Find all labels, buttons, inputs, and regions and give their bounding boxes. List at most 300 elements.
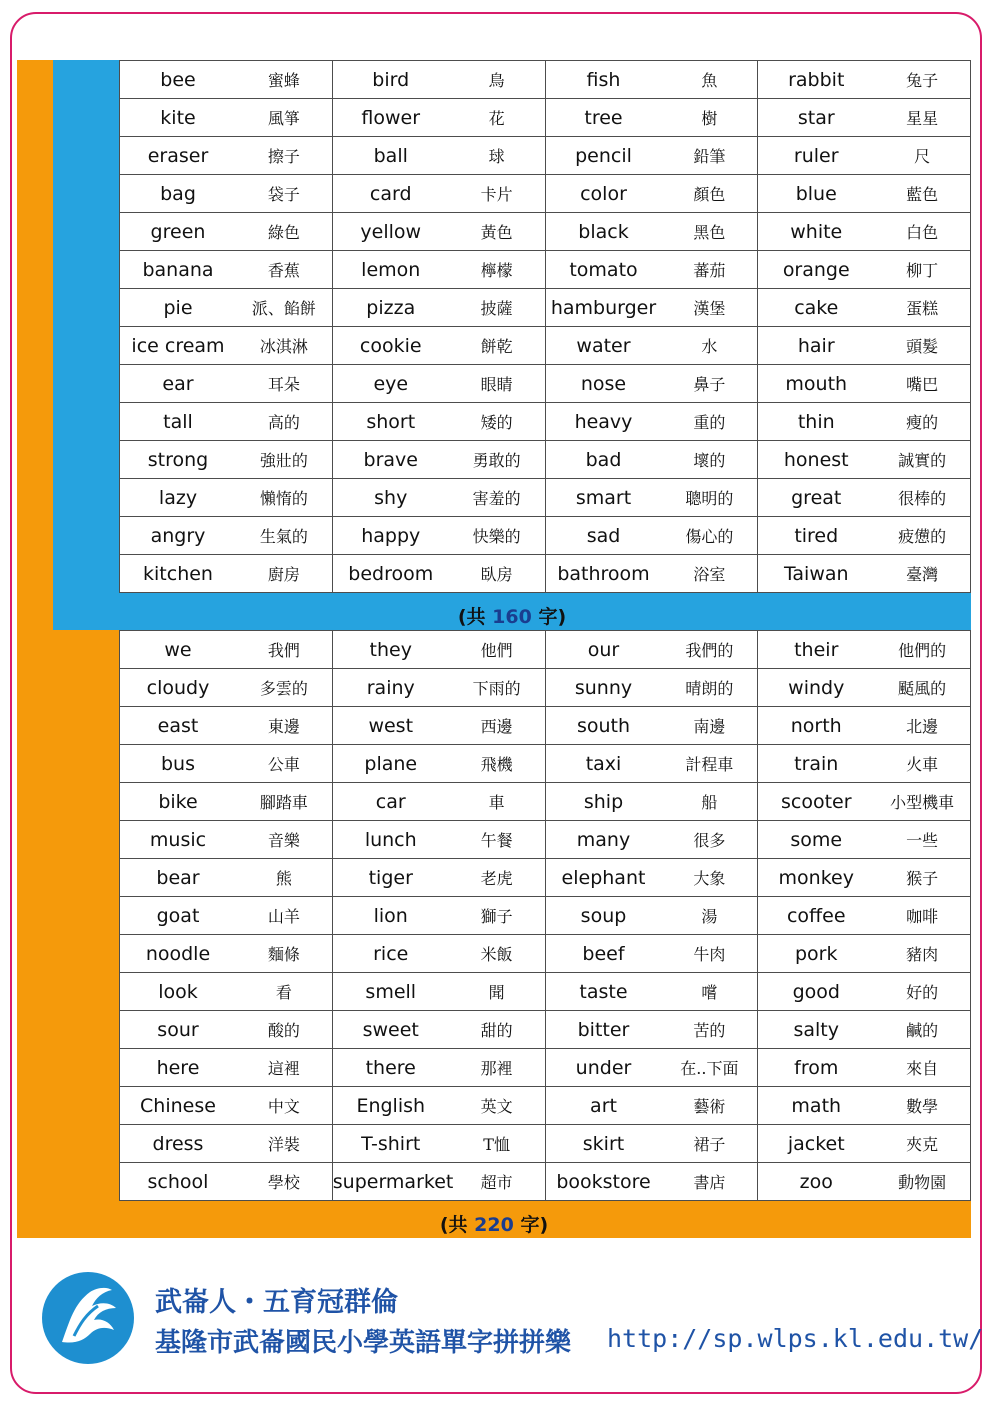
chinese-meaning: 柳丁 xyxy=(906,261,939,280)
chinese-meaning: 壞的 xyxy=(693,451,726,470)
english-word: shy xyxy=(374,486,408,509)
english-word: supermarket xyxy=(332,1170,454,1193)
vocab-cell xyxy=(545,479,758,517)
table-row xyxy=(120,517,971,555)
chinese-meaning: 鼻子 xyxy=(693,375,726,394)
vocab-cell xyxy=(332,327,545,365)
chinese-meaning: 他們 xyxy=(480,641,513,660)
table-row xyxy=(120,707,971,745)
vocab-cell xyxy=(332,859,545,897)
english-word: bag xyxy=(160,182,196,205)
english-word: blue xyxy=(795,182,837,205)
vocab-cell xyxy=(332,973,545,1011)
chinese-meaning: 聰明的 xyxy=(685,489,734,508)
english-word: tomato xyxy=(569,258,638,281)
vocab-cell xyxy=(545,251,758,289)
table-row xyxy=(120,973,971,1011)
chinese-meaning: 袋子 xyxy=(267,185,300,204)
chinese-meaning: 計程車 xyxy=(685,755,734,774)
vocab-cell xyxy=(545,365,758,403)
english-word: bedroom xyxy=(348,562,434,585)
chinese-meaning: 南邊 xyxy=(693,717,726,736)
vocab-table-section-2 xyxy=(119,630,971,1201)
chinese-meaning: 耳朵 xyxy=(267,375,300,394)
chinese-meaning: 苦的 xyxy=(693,1021,726,1040)
vocab-cell xyxy=(332,213,545,251)
chinese-meaning: 小型機車 xyxy=(890,793,955,812)
english-word: English xyxy=(356,1094,426,1117)
vocab-cell xyxy=(120,1125,333,1163)
vocab-cell xyxy=(545,61,758,99)
vocab-cell xyxy=(332,745,545,783)
chinese-meaning: 矮的 xyxy=(480,413,513,432)
vocab-cell xyxy=(545,403,758,441)
chinese-meaning: 公車 xyxy=(267,755,300,774)
vocab-cell xyxy=(120,1011,333,1049)
chinese-meaning: 麵條 xyxy=(267,945,300,964)
chinese-meaning: 音樂 xyxy=(267,831,300,850)
chinese-meaning: 強壯的 xyxy=(259,451,308,470)
vocab-cell xyxy=(332,479,545,517)
chinese-meaning: 米飯 xyxy=(480,945,513,964)
vocab-cell xyxy=(120,631,333,669)
chinese-meaning: 白色 xyxy=(906,223,939,242)
vocab-cell xyxy=(758,897,971,935)
chinese-meaning: 火車 xyxy=(906,755,939,774)
english-word: pencil xyxy=(575,144,632,167)
table-row xyxy=(120,1087,971,1125)
vocab-cell xyxy=(120,859,333,897)
vocab-cell xyxy=(332,441,545,479)
chinese-meaning: 北邊 xyxy=(906,717,939,736)
chinese-meaning: 鹹的 xyxy=(906,1021,939,1040)
chinese-meaning: 老虎 xyxy=(480,869,513,888)
english-word: their xyxy=(794,638,839,661)
vocab-cell xyxy=(120,61,333,99)
vocab-cell xyxy=(758,935,971,973)
vocab-cell xyxy=(545,441,758,479)
english-word: nose xyxy=(580,372,627,395)
english-word: tree xyxy=(584,106,623,129)
english-word: monkey xyxy=(778,866,854,889)
chinese-meaning: 夾克 xyxy=(906,1135,939,1154)
vocab-cell xyxy=(332,137,545,175)
vocab-cell xyxy=(758,365,971,403)
chinese-meaning: 英文 xyxy=(480,1097,513,1116)
english-word: happy xyxy=(361,524,421,547)
chinese-meaning: 兔子 xyxy=(906,71,939,90)
chinese-meaning: 很多 xyxy=(693,831,726,850)
vocab-cell xyxy=(120,327,333,365)
english-word: color xyxy=(580,182,627,205)
vocab-cell xyxy=(120,403,333,441)
english-word: some xyxy=(790,828,843,851)
chinese-meaning: 生氣的 xyxy=(259,527,308,546)
english-word: music xyxy=(149,828,207,851)
school-motto: 武崙人・五育冠群倫 xyxy=(155,1287,398,1318)
english-word: card xyxy=(369,182,412,205)
chinese-meaning: 船 xyxy=(701,793,718,812)
english-word: coffee xyxy=(786,904,846,927)
chinese-meaning: 卡片 xyxy=(480,185,513,204)
english-word: strong xyxy=(147,448,209,471)
vocab-cell xyxy=(758,745,971,783)
vocab-cell xyxy=(758,289,971,327)
vocab-cell xyxy=(545,1163,758,1201)
english-word: brave xyxy=(363,448,418,471)
english-word: rabbit xyxy=(788,68,845,91)
english-word: east xyxy=(157,714,199,737)
vocab-cell xyxy=(332,289,545,327)
vocab-cell xyxy=(120,973,333,1011)
chinese-meaning: 懶惰的 xyxy=(259,489,308,508)
chinese-meaning: 這裡 xyxy=(267,1059,300,1078)
chinese-meaning: 數學 xyxy=(906,1097,939,1116)
english-word: bad xyxy=(585,448,622,471)
english-word: cloudy xyxy=(146,676,210,699)
english-word: sour xyxy=(157,1018,199,1041)
chinese-meaning: 中文 xyxy=(267,1097,300,1116)
vocab-cell xyxy=(545,175,758,213)
chinese-meaning: 魚 xyxy=(701,71,718,90)
vocab-cell xyxy=(332,365,545,403)
table-row xyxy=(120,289,971,327)
chinese-meaning: 披薩 xyxy=(480,299,513,318)
table-row xyxy=(120,669,971,707)
english-word: our xyxy=(587,638,620,661)
chinese-meaning: 蜜蜂 xyxy=(267,71,300,90)
english-word: Taiwan xyxy=(783,562,849,585)
chinese-meaning: 颳風的 xyxy=(898,679,947,698)
table-row xyxy=(120,1049,971,1087)
chinese-meaning: 學校 xyxy=(267,1173,300,1192)
english-word: look xyxy=(158,980,198,1003)
table-row xyxy=(120,61,971,99)
table-row xyxy=(120,1011,971,1049)
vocab-cell xyxy=(332,1049,545,1087)
chinese-meaning: 害羞的 xyxy=(472,489,521,508)
chinese-meaning: 勇敢的 xyxy=(472,451,521,470)
chinese-meaning: 在..下面 xyxy=(680,1059,739,1078)
english-word: bookstore xyxy=(556,1170,651,1193)
vocab-cell xyxy=(545,707,758,745)
chinese-meaning: 冰淇淋 xyxy=(259,337,308,356)
english-word: from xyxy=(794,1056,839,1079)
english-word: bathroom xyxy=(557,562,650,585)
table-row xyxy=(120,175,971,213)
english-word: pizza xyxy=(366,296,416,319)
english-word: lemon xyxy=(361,258,421,281)
vocab-cell xyxy=(120,707,333,745)
english-word: star xyxy=(797,106,835,129)
section-1-word-count: (共 160 字) xyxy=(457,606,567,628)
table-row xyxy=(120,859,971,897)
vocab-cell xyxy=(120,479,333,517)
english-word: white xyxy=(790,220,843,243)
vocab-cell xyxy=(120,365,333,403)
english-word: smell xyxy=(365,980,417,1003)
english-word: lunch xyxy=(364,828,417,851)
vocab-cell xyxy=(545,289,758,327)
english-word: jacket xyxy=(787,1132,845,1155)
english-word: great xyxy=(791,486,842,509)
english-word: kitchen xyxy=(143,562,213,585)
chinese-meaning: 高的 xyxy=(267,413,300,432)
english-word: many xyxy=(576,828,631,851)
english-word: art xyxy=(590,1094,617,1117)
table-row xyxy=(120,783,971,821)
english-word: taxi xyxy=(585,752,622,775)
vocab-table-section-1 xyxy=(119,60,971,593)
chinese-meaning: 山羊 xyxy=(267,907,300,926)
chinese-meaning: 大象 xyxy=(693,869,726,888)
english-word: cookie xyxy=(359,334,422,357)
english-word: water xyxy=(576,334,631,357)
english-word: tired xyxy=(794,524,839,547)
chinese-meaning: 重的 xyxy=(693,413,726,432)
chinese-meaning: 檸檬 xyxy=(480,261,513,280)
vocab-cell xyxy=(332,99,545,137)
vocab-cell xyxy=(758,1125,971,1163)
chinese-meaning: 我們的 xyxy=(685,641,734,660)
english-word: noodle xyxy=(145,942,211,965)
chinese-meaning: 嘴巴 xyxy=(906,375,939,394)
chinese-meaning: 好的 xyxy=(906,983,939,1002)
english-word: T-shirt xyxy=(361,1132,421,1155)
english-word: ear xyxy=(162,372,194,395)
vocab-cell xyxy=(758,479,971,517)
vocab-cell xyxy=(120,441,333,479)
english-word: skirt xyxy=(582,1132,625,1155)
english-word: heavy xyxy=(574,410,633,433)
vocab-cell xyxy=(545,935,758,973)
chinese-meaning: 一些 xyxy=(906,831,939,850)
table-row xyxy=(120,213,971,251)
english-word: they xyxy=(369,638,412,661)
chinese-meaning: 浴室 xyxy=(693,565,726,584)
english-word: tall xyxy=(163,410,193,433)
vocab-cell xyxy=(545,99,758,137)
english-word: ice cream xyxy=(131,334,225,357)
vocab-cell xyxy=(758,137,971,175)
section-2-word-count: (共 220 字) xyxy=(439,1214,549,1236)
vocab-cell xyxy=(758,61,971,99)
english-word: under xyxy=(575,1056,632,1079)
vocab-cell xyxy=(120,517,333,555)
english-word: eraser xyxy=(147,144,209,167)
vocab-cell xyxy=(545,555,758,593)
english-word: tiger xyxy=(368,866,413,889)
vocab-cell xyxy=(120,555,333,593)
vocab-cell xyxy=(758,441,971,479)
vocab-cell xyxy=(120,745,333,783)
vocab-cell xyxy=(332,1087,545,1125)
english-word: school xyxy=(147,1170,209,1193)
english-word: sweet xyxy=(362,1018,419,1041)
vocab-cell xyxy=(758,707,971,745)
english-word: rainy xyxy=(366,676,415,699)
vocab-cell xyxy=(332,403,545,441)
vocab-cell xyxy=(332,783,545,821)
english-word: rice xyxy=(373,942,409,965)
vocab-cell xyxy=(332,897,545,935)
chinese-meaning: 鳥 xyxy=(488,71,505,90)
table-row xyxy=(120,327,971,365)
vocab-cell xyxy=(545,1125,758,1163)
english-word: lion xyxy=(373,904,408,927)
chinese-meaning: 派、餡餅 xyxy=(251,299,316,318)
vocab-cell xyxy=(758,99,971,137)
chinese-meaning: 東邊 xyxy=(267,717,300,736)
vocab-cell xyxy=(332,1163,545,1201)
table-row xyxy=(120,897,971,935)
english-word: banana xyxy=(142,258,214,281)
vocab-cell xyxy=(758,1163,971,1201)
english-word: west xyxy=(368,714,414,737)
vocab-cell xyxy=(545,327,758,365)
chinese-meaning: 蕃茄 xyxy=(693,261,726,280)
english-word: flower xyxy=(361,106,421,129)
chinese-meaning: 漢堡 xyxy=(693,299,726,318)
chinese-meaning: 車 xyxy=(488,793,505,812)
english-word: plane xyxy=(364,752,418,775)
english-word: good xyxy=(792,980,840,1003)
chinese-meaning: 頭髮 xyxy=(906,337,939,356)
english-word: scooter xyxy=(780,790,852,813)
vocab-cell xyxy=(758,213,971,251)
vocab-cell xyxy=(758,859,971,897)
english-word: honest xyxy=(783,448,849,471)
vocab-cell xyxy=(545,1087,758,1125)
site-title: 基隆市武崙國民小學英語單字拼拼樂 xyxy=(155,1328,572,1358)
vocab-cell xyxy=(545,1011,758,1049)
table-row xyxy=(120,821,971,859)
english-word: bear xyxy=(156,866,200,889)
vocab-cell xyxy=(758,555,971,593)
chinese-meaning: 疲憊的 xyxy=(898,527,947,546)
vocab-cell xyxy=(545,669,758,707)
chinese-meaning: 豬肉 xyxy=(906,945,939,964)
chinese-meaning: 水 xyxy=(701,337,718,356)
table-row xyxy=(120,251,971,289)
english-word: hamburger xyxy=(550,296,657,319)
vocab-cell xyxy=(332,1125,545,1163)
vocab-cell xyxy=(332,669,545,707)
vocab-cell xyxy=(545,631,758,669)
vocab-cell xyxy=(758,669,971,707)
english-word: soup xyxy=(580,904,627,927)
chinese-meaning: 猴子 xyxy=(906,869,939,888)
table-row xyxy=(120,745,971,783)
chinese-meaning: 臺灣 xyxy=(906,565,939,584)
table-row xyxy=(120,1163,971,1201)
english-word: taste xyxy=(579,980,628,1003)
english-word: smart xyxy=(575,486,632,509)
vocab-cell xyxy=(120,213,333,251)
english-word: Chinese xyxy=(140,1094,216,1117)
site-url-link[interactable]: http://sp.wlps.kl.edu.tw/ xyxy=(607,1324,984,1353)
english-word: train xyxy=(794,752,839,775)
chinese-meaning: 熊 xyxy=(275,869,292,888)
english-word: yellow xyxy=(360,220,422,243)
table-row xyxy=(120,555,971,593)
english-word: dress xyxy=(152,1132,204,1155)
vocab-cell xyxy=(758,631,971,669)
chinese-meaning: 聞 xyxy=(488,983,505,1002)
vocab-cell xyxy=(758,783,971,821)
chinese-meaning: 黃色 xyxy=(480,223,513,242)
english-word: goat xyxy=(156,904,200,927)
chinese-meaning: 來自 xyxy=(906,1059,939,1078)
school-logo-icon xyxy=(40,1270,136,1366)
chinese-meaning: 尺 xyxy=(914,147,931,166)
english-word: beef xyxy=(582,942,625,965)
table-row xyxy=(120,365,971,403)
chinese-meaning: 獅子 xyxy=(480,907,513,926)
vocab-cell xyxy=(758,175,971,213)
vocab-cell xyxy=(545,1049,758,1087)
vocab-cell xyxy=(332,555,545,593)
english-word: fish xyxy=(586,68,621,91)
chinese-meaning: T恤 xyxy=(483,1135,510,1154)
chinese-meaning: 我們 xyxy=(267,641,300,660)
english-word: eye xyxy=(373,372,409,395)
vocab-cell xyxy=(545,973,758,1011)
table-row xyxy=(120,935,971,973)
vocab-cell xyxy=(332,1011,545,1049)
vocab-cell xyxy=(120,1049,333,1087)
vocab-cell xyxy=(545,897,758,935)
english-word: there xyxy=(365,1056,416,1079)
english-word: cake xyxy=(794,296,839,319)
english-word: green xyxy=(150,220,206,243)
chinese-meaning: 甜的 xyxy=(480,1021,513,1040)
vocab-cell xyxy=(332,175,545,213)
vocab-cell xyxy=(120,289,333,327)
chinese-meaning: 午餐 xyxy=(480,831,513,850)
chinese-meaning: 書店 xyxy=(693,1173,726,1192)
english-word: elephant xyxy=(561,866,646,889)
english-word: car xyxy=(375,790,406,813)
vocab-cell xyxy=(545,821,758,859)
english-word: thin xyxy=(797,410,835,433)
vocab-cell xyxy=(120,935,333,973)
chinese-meaning: 藝術 xyxy=(693,1097,726,1116)
english-word: hair xyxy=(797,334,835,357)
chinese-meaning: 超市 xyxy=(480,1173,513,1192)
chinese-meaning: 花 xyxy=(488,109,505,128)
vocab-cell xyxy=(758,403,971,441)
chinese-meaning: 星星 xyxy=(906,109,939,128)
english-word: we xyxy=(164,638,192,661)
table-row xyxy=(120,137,971,175)
english-word: ship xyxy=(583,790,624,813)
vocab-cell xyxy=(758,251,971,289)
english-word: math xyxy=(791,1094,842,1117)
vocab-cell xyxy=(120,99,333,137)
chinese-meaning: 瘦的 xyxy=(906,413,939,432)
table-row xyxy=(120,479,971,517)
chinese-meaning: 裙子 xyxy=(693,1135,726,1154)
vocab-cell xyxy=(120,783,333,821)
english-word: salty xyxy=(793,1018,839,1041)
english-word: mouth xyxy=(785,372,848,395)
vocab-cell xyxy=(332,251,545,289)
vocab-cell xyxy=(332,61,545,99)
vocab-cell xyxy=(758,1011,971,1049)
chinese-meaning: 那裡 xyxy=(480,1059,513,1078)
vocab-cell xyxy=(758,821,971,859)
